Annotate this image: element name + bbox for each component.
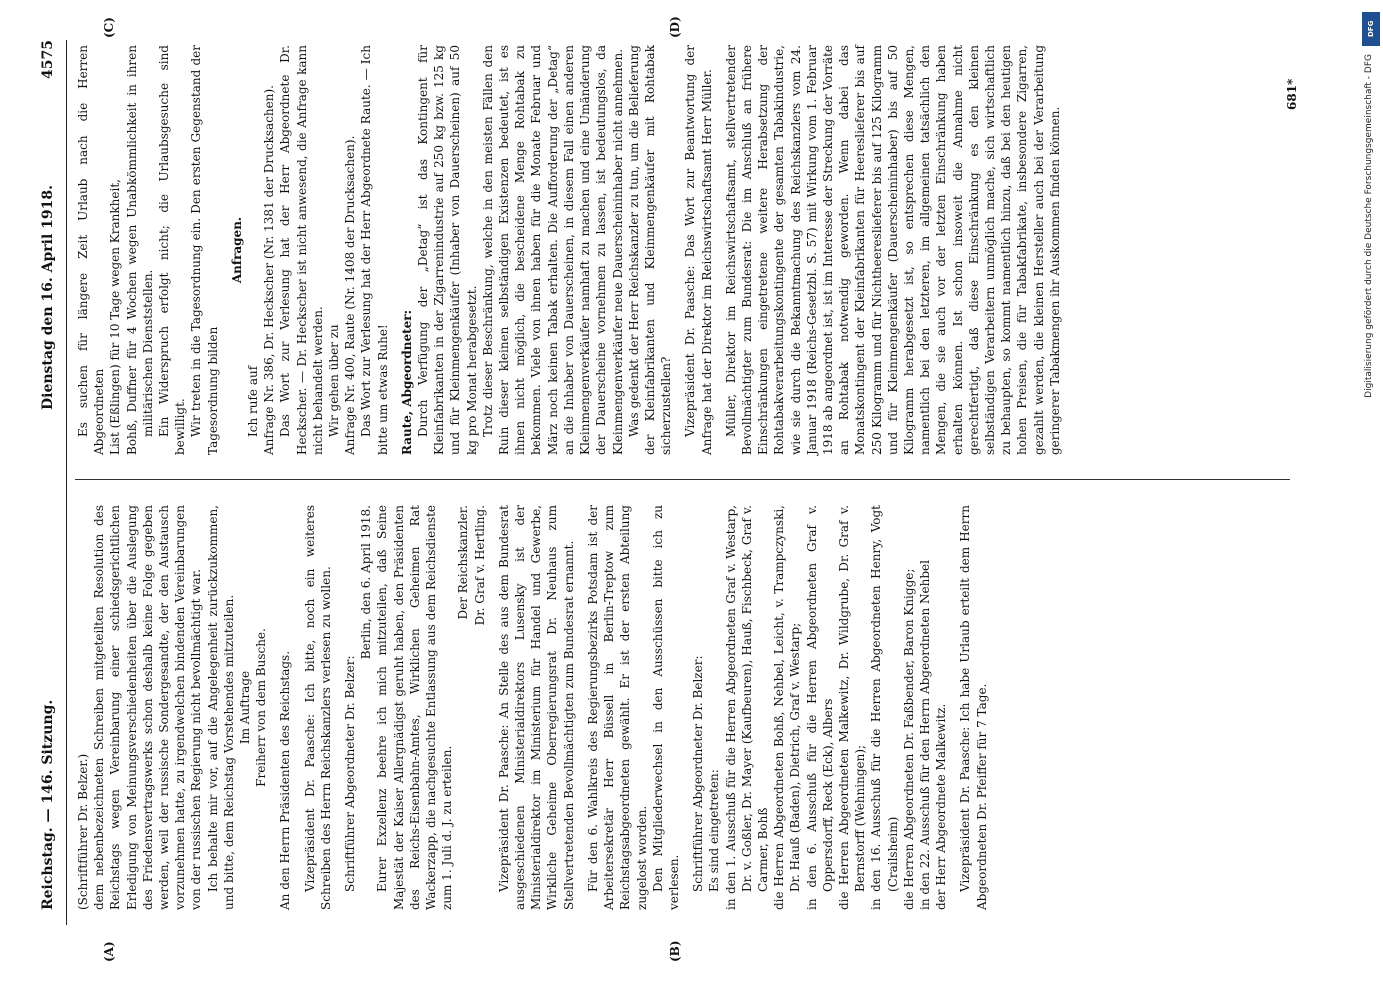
speaker-label: Schriftführer Abgeordneter Dr. Belzer: [691, 655, 706, 892]
paragraph: Wir treten in die Tagesordnung ein. Den ersten Gegenstand der Tagesordnung bilden [189, 45, 220, 455]
paragraph: Es sind eingetreten: [707, 769, 722, 892]
list-item: die Herren Abgeordneten Bohß, Nehbel, Leicht, v. Trampczynski, Dr. Hauß (Baden), Dietrich, Graf v. Westarp; [772, 505, 803, 910]
list-item: List (Eßlingen) für 10 Tage wegen Krankheit, [108, 179, 123, 455]
left-column [75, 505, 1295, 910]
signature-name: Dr. Graf v. Hertling. [472, 505, 487, 626]
paragraph: Das Wort zur Verlesung hat der Herr Abgeordnete Raute. — Ich bitte um etwas Ruhe! [359, 45, 390, 455]
signature-line: Der Reichskanzler. [456, 505, 471, 620]
credit-text: Digitalisierung gefördert durch die Deutsche Forschungsgemeinschaft - DFG [1364, 54, 1374, 398]
speech-paasche: Vizepräsident Dr. Paasche: Das Wort zur Beantwortung der Anfrage hat der Direktor im Reichswirtschaftsamt Herr Müller. [683, 45, 714, 455]
paragraph: Ich rufe auf [246, 365, 261, 437]
column-divider [75, 479, 1290, 480]
paragraph: Es suchen für längere Zeit Urlaub nach die Herren Abgeordneten [76, 45, 107, 455]
right-column [75, 45, 1295, 455]
paragraph: Wir gehen über zu [327, 324, 342, 437]
speaker-label: Raute, Abgeordneter: [399, 309, 414, 455]
paragraph: Trotz dieser Beschränkung, welche in den meisten Fällen den Ruin dieser kleinen selbständigen Existenzen bedeutet, ist es ihnen nicht möglich, die bescheidene Menge Rohtabak zu bekommen. Viele von ihnen haben für die Monate Februar und März noch keinen Tabak erhalten. Die Aufforderung der „Detag“ an die Inhaber von Dauerscheinen, in diesem Fall einen anderen Kleinmengenverkäufer namhaft zu machen und eine Umänderung der Dauerscheine vornehmen zu lassen, ist bedeutungslos, da Kleinmengenverkäufer neue Dauerscheininhaber nicht annehmen. [480, 45, 625, 455]
letter-date: Berlin, den 6. April 1918. [359, 505, 374, 660]
margin-marker-b: (B) [668, 940, 682, 962]
list-item: die Herren Abgeordneten Malkewitz, Dr. Wildgrube, Dr. Graf v. Bernstorff (Wehningen); [836, 505, 868, 910]
signature-line: Im Auftrage [238, 670, 253, 745]
signature-name: Freiherr von dem Busche. [254, 628, 269, 787]
page-number: 4575 [40, 40, 56, 79]
margin-marker-d: (D) [668, 16, 682, 38]
paragraph: Durch Verfügung der „Detag“ ist das Kontingent für Kleinfabrikanten in der Zigarrenindustrie auf 250 kg bzw. 125 kg und für Kleinmengenkäufer (Inhaber von Dauerscheinen) auf 50 kg pro Monat herabgesetzt. [416, 45, 479, 455]
addressee: An den Herrn Präsidenten des Reichstags. [278, 650, 293, 910]
paragraph: Den Mitgliederwechsel in den Ausschüssen bitte ich zu verlesen. [650, 505, 681, 910]
letter-body: Eurer Exzellenz beehre ich mich mitzuteilen, daß Seine Majestät der Kaiser Allergnädigst geruht haben, den Präsidenten des Reichs-Eisenbahn-Amtes, Wirklichen Geheimen Rat Wackerzapp, die nachgesuchte Entlassung aus dem Reichsdienste zum 1. Juli d. J. zu erteilen. [375, 505, 455, 910]
dfg-logo: DFG [1362, 12, 1380, 46]
side-credit [1361, 10, 1383, 985]
paragraph: Für den 6. Wahlkreis des Regierungsbezirks Potsdam ist der Arbeitersekretär Herr Büssell in Berlin-Treptow zum Reichstagsabgeordneten gewählt. Er ist der ersten Abteilung zugelost worden. [585, 505, 649, 910]
paragraph: dem nebenbezeichneten Schreiben mitgeteilten Resolution des Reichstags wegen Vereinbarung einer schiedsgerichtlichen Erledigung von Meinungsverschiedenheiten über die Auslegung des Friedensvertragswerks schon deshalb keine Folge gegeben werden, weil der russische Sondergesandte, der den Austausch vorzunehmen hatte, zu irgendwelchen bindenden Vereinbarungen von der russischen Regierung nicht bevollmächtigt war. [92, 505, 204, 910]
speech-paasche: Vizepräsident Dr. Paasche: An Stelle des aus dem Bundesrat ausgeschiedenen Ministerialdirektors Lusensky ist der Ministerialdirektor im Ministerium für Handel und Gewerbe, Wirkliche Geheime Oberregierungsrat Dr. Neuhaus zum Stellvertretenden Bevollmächtigten zum Bundesrat ernannt. [496, 505, 576, 910]
header-left: Reichstag. — 146. Sitzung. [40, 699, 56, 910]
list-item: in den 6. Ausschuß für die Herren Abgeordneten Graf v. Oppersdorff, Reck (Eck), Albers [804, 505, 835, 910]
list-item: in den 1. Ausschuß für die Herren Abgeordneten Graf v. Westarp, Dr. v. Goßler, Dr. Mayer (Kaufbeuren), Hauß, Fischbeck, Graf v. Carmer, Bohß [723, 505, 770, 910]
paragraph: Ich behalte mir vor, auf die Angelegenheit zurückzukommen, und bitte, dem Reichstag Vorstehendes mitzuteilen. [205, 505, 236, 910]
signature-mark: 681* [1285, 78, 1299, 110]
paragraph: Was gedenkt der Herr Reichskanzler zu tun, um die Belieferung der Kleinfabrikanten und Kleinmengenkäufer mit Rohtabak sicherzustellen? [626, 45, 674, 455]
paragraph: Ein Widerspruch erfolgt nicht; die Urlaubsgesuche sind bewilligt. [157, 45, 188, 455]
speech-paasche: Vizepräsident Dr. Paasche: Ich bitte, noch ein weiteres Schreiben des Herrn Reichskanzlers verlesen zu wollen. [302, 505, 333, 910]
running-head [40, 40, 68, 970]
section-heading: Anfragen. [229, 216, 244, 284]
list-item: die Herren Abgeordneten Dr. Faßbender, Baron Knigge; [901, 568, 916, 910]
list-item: in den 22. Ausschuß für den Herrn Abgeordneten Nehbel [917, 560, 932, 910]
list-item: Anfrage Nr. 400, Raute (Nr. 1408 der Drucksachen). [343, 135, 358, 455]
speech-paasche: Vizepräsident Dr. Paasche: Ich habe Urlaub erteilt dem Herrn Abgeordneten Dr. Pfeiffer für 7 Tage. [958, 505, 989, 910]
list-item: in den 16. Ausschuß für die Herren Abgeordneten Henry, Vogt (Crailsheim) [869, 505, 900, 910]
list-item: der Herr Abgeordnete Malkewitz. [934, 703, 949, 910]
speaker-label: Schriftführer Abgeordneter Dr. Belzer: [343, 655, 358, 892]
speaker-label: (Schriftführer Dr. Belzer.) [76, 753, 90, 910]
list-item: Anfrage Nr. 386, Dr. Heckscher (Nr. 1381 der Drucksachen). [262, 85, 277, 455]
margin-marker-a: (A) [102, 941, 116, 962]
header-date: Dienstag den 16. April 1918. [40, 185, 56, 410]
paragraph: Das Wort zur Verlesung hat der Herr Abgeordnete Dr. Heckscher. — Dr. Heckscher ist nicht anwesend, die Anfrage kann nicht behandelt werden. [278, 45, 325, 455]
list-item: Bohß, Duffner für 4 Wochen wegen Unabkömmlichkeit in ihren militärischen Dienststellen. [124, 45, 155, 455]
speech-mueller: Müller, Direktor im Reichswirtschaftsamt, stellvertretender Bevollmächtigter zum Bundesrat: Die im Anschluß an frühere Einschränkungen eingetretene weitere Herabsetzung der Rohtabakverarbeitungskontingente der gesamten Tabakindustrie, wie sie durch die Bekanntmachung des Reichskanzlers vom 24. Januar 1918 (Reichs-Gesetzbl. S. 57) mit Wirkung vom 1. Februar 1918 ab angeordnet ist, ist im Interesse der Streckung der Vorräte an Rohtabak notwendig geworden. Wenn dabei das Monatskontingent der Kleinfabrikanten für Heereslieferer bis auf 250 Kilogramm und für Nichtheereslieferer bis auf 125 Kilogramm und für Kleinmengenkäufer (Dauerscheininhaber) bis auf 50 Kilogramm herabgesetzt ist, so entsprechen diese Mengen, namentlich bei den letzteren, im allgemeinen tatsächlich den Mengen, die sie auch vor der letzten Einschränkung haben erhalten können. Ist schon insoweit die Annahme nicht gerechtfertigt, daß diese Einschränkung es den kleinen selbständigen Verarbeitern unmöglich mache, sich wirtschaftlich zu behaupten, so kommt namentlich hinzu, daß bei den heutigen hohen Preisen, die für Tabakfabrikate, insbesondere Zigarren, gezahlt werden, die kleinen Hersteller auch bei der Verarbeitung geringerer Tabakmengen ihr Auskommen finden können. [723, 45, 1062, 455]
header-rule [66, 40, 67, 925]
margin-marker-c: (C) [102, 17, 116, 38]
